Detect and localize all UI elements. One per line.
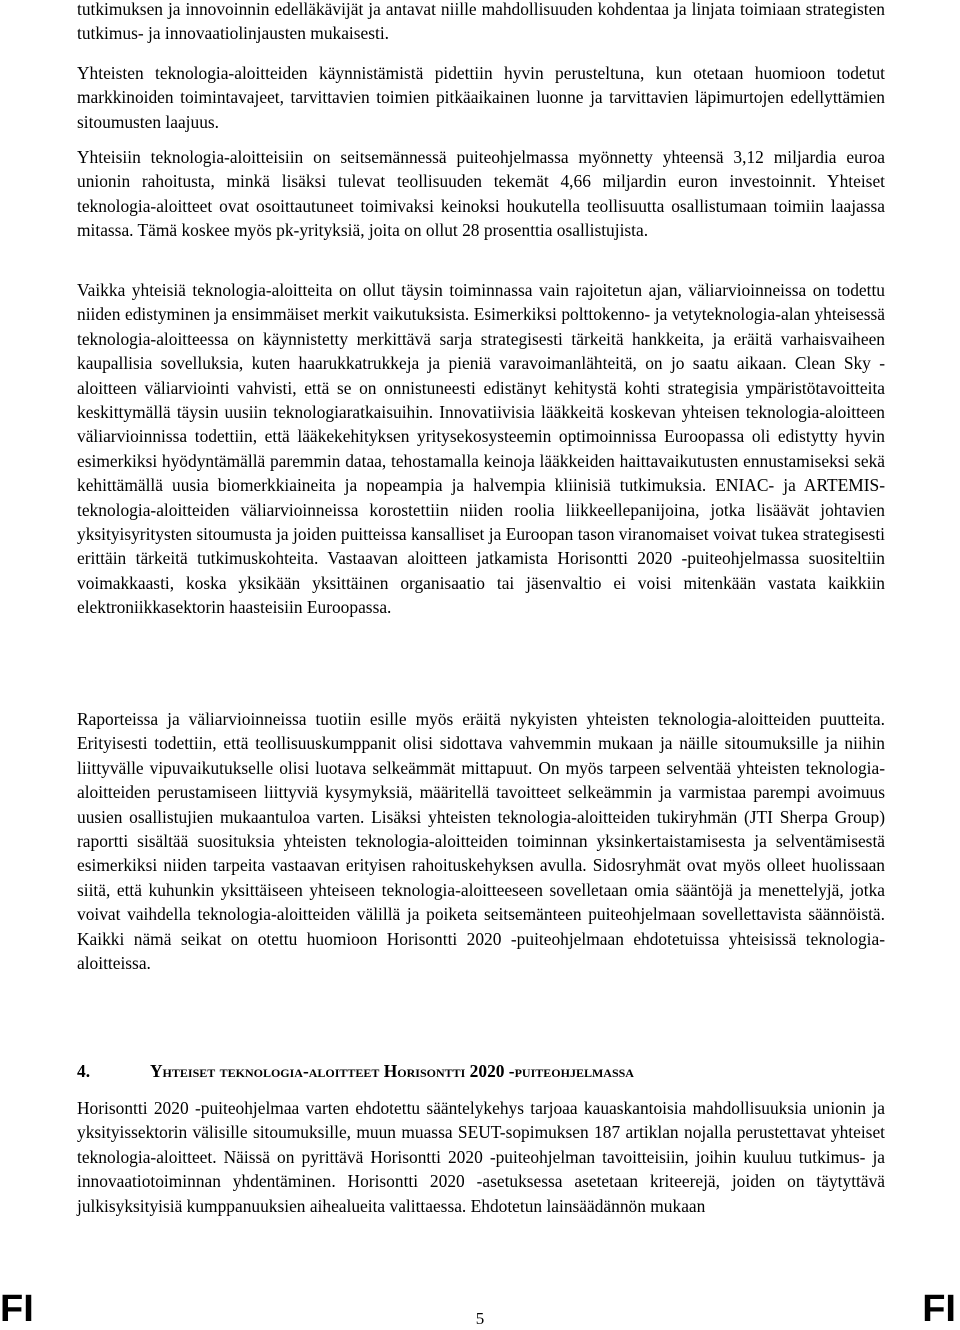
section-number: 4.: [77, 1061, 91, 1081]
body-paragraph: tutkimuksen ja innovoinnin edelläkävijät ja antavat niille mahdollisuuden kohdentaa ja linjata toimiaan strategisten tutkimus- ja innovaatiolinjausten mukaisesti.: [77, 0, 885, 44]
body-paragraph: Yhteisten teknologia-aloitteiden käynnistämistä pidettiin hyvin perusteltuna, kun otetaan huomioon todetut markkinoiden toimintavajeet, tarvittavien toimien pitkäaikainen luonne ja tarvittavien läpimurtojen edellyttämien sitoumusten laajuus.: [77, 63, 885, 132]
footer-language-right: FI: [922, 1288, 956, 1330]
footer-language-left: FI: [0, 1288, 34, 1330]
page-number: 5: [475, 1309, 485, 1328]
section-paragraph: Horisontti 2020 -puiteohjelmaa varten ehdotettu sääntelykehys tarjoaa kauaskantoisia mahdollisuuksia unionin ja yksityissektorin välisille sitoumuksille, muun muassa SEUT-sopimuksen 187 artiklan nojalla perustettavat yhteiset teknologia-aloitteet. Näissä on pyrittävä Horisontti 2020 -puiteohjelman tavoitteisiin, joihin kuuluu tutkimus- ja innovaatiotoiminnan yhdentäminen. Horisontti 2020 -asetuksessa asetetaan kriteerejä, joiden on täytyttävä julkisyksityisiä kumppanuuksien aihealueita valittaessa. Ehdotetun lainsäädännön mukaan: [77, 1098, 885, 1216]
body-paragraph: Yhteisiin teknologia-aloitteisiin on seitsemännessä puiteohjelmassa myönnetty yhteensä 3,12 miljardia euroa unionin rahoitusta, minkä lisäksi tulevat teollisuuden tekemät 4,66 miljardin euron investoinnit. Yhteiset teknologia-aloitteet ovat osoittautuneet toimivaksi keinoksi houkutella teollisuutta osallistumaan toimiin laajassa mitassa. Tämä koskee myös pk-yrityksiä, joita on ollut 28 prosenttia osallistujista.: [77, 147, 885, 241]
body-paragraph: Vaikka yhteisiä teknologia-aloitteita on ollut täysin toiminnassa vain rajoitetun ajan, väliarvioinneissa on todettu niiden edistyminen ja ensimmäiset merkit vaikutuksista. Esimerkiksi polttokenno- ja vetyteknologia-alan yhteisessä teknologia-aloitteessa on käynnistetty merkittävä sarja strategisesti tärkeitä hankkeita, ja eräitä varhaisvaiheen kaupallisia sovelluksia, kuten haarukkatrukkeja ja pieniä varavoimanlähteitä, on jo saatu aikaan. Clean Sky -aloitteen väliarviointi vahvisti, että se on onnistuneesti edistänyt kehitystä kohti strategisia ympäristötavoitteita keskittymällä täysin uusiin teknologiaratkaisuihin. Innovatiivisia lääkkeitä koskevan yhteisen teknologia-aloitteen väliarvioinnissa todettiin, että lääkekehityksen yritysekosysteemin optimoinnissa Euroopassa oli edistytty hyvin esimerkiksi hyödyntämällä paremmin dataa, tehostamalla keinoja lääkkeiden haittavaikutusten ennustamiseksi sekä kehittämällä uusia biomerkkiaineita ja nopeampia ja halvempia kliinisiä tutkimuksia. ENIAC- ja ARTEMIS-teknologia-aloitteiden väliarvioinneissa korostettiin niiden roolia liikkeellepanijoina, jotka lisäävät johtavien yksityisyritysten sitoumusta ja joiden puitteissa kansalliset ja Euroopan tason viranomaiset voivat tukea strategisesti erittäin tärkeitä tutkimuskohteita. Vastaavan aloitteen jatkamista Horisontti 2020 -puiteohjelmassa suositeltiin voimakkaasti, koska yksikään yksittäinen organisaatio tai jäsenvaltio ei voisi mitenkään vastata kaikkiin elektroniikkasektorin haasteisiin Euroopassa.: [77, 280, 885, 618]
section-heading: [77, 1059, 885, 1083]
section-title: Yhteiset teknologia-aloitteet Horisontti 2020 -puiteohjelmassa: [150, 1061, 634, 1081]
body-paragraph: Raporteissa ja väliarvioinneissa tuotiin esille myös eräitä nykyisten yhteisten teknologia-aloitteiden puutteita. Erityisesti todettiin, että teollisuuskumppanit olisi sidottava vahvemmin mukaan ja näille sitoumuksille ja niihin liittyvälle vipuvaikutukselle olisi luotava selkeämmät mittapuut. On myös tarpeen selventää yhteisten teknologia-aloitteiden perustamiseen liittyviä kysymyksiä, määritellä tavoitteet selkeämmin ja varmistaa parempi avoimuus uusien osallistujien mukaantuloa varten. Lisäksi yhteisten teknologia-aloitteiden tukiryhmän (JTI Sherpa Group) raportti sisältää suosituksia yhteisten teknologia-aloitteiden toiminnan yksinkertaistamisesta ja selventämisestä esimerkiksi niiden tarpeita vastaavan erityisen rahoituskehyksen avulla. Sidosryhmät ovat myös olleet huolissaan siitä, että kuhunkin yksittäiseen yhteiseen teknologia-aloitteeseen sovelletaan omia sääntöjä ja menettelyjä, jotka voivat vaihdella teknologia-aloitteiden välillä ja poiketa seitsemänteen puiteohjelmaan sovellettavista säännöistä. Kaikki nämä seikat on otettu huomioon Horisontti 2020 -puiteohjelmaan ehdotetuissa yhteisissä teknologia-aloitteissa.: [77, 709, 885, 974]
